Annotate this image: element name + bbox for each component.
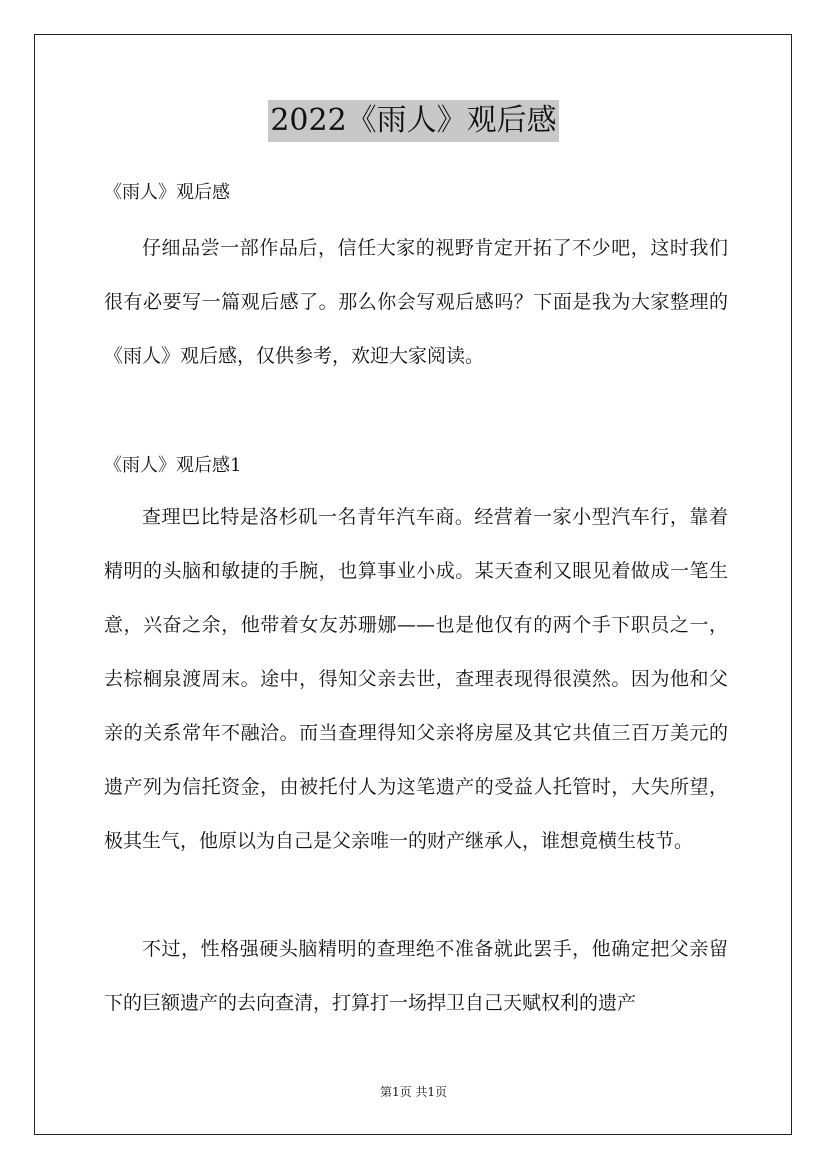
intro-paragraph: 仔细品尝一部作品后，信任大家的视野肯定开拓了不少吧，这时我们很有必要写一篇观后感了。那么你会写观后感吗？下面是我为大家整理的《雨人》观后感，仅供参考，欢迎大家阅读。	[104, 237, 728, 367]
section-1-paragraph-2: 不过，性格强硬头脑精明的查理绝不准备就此罢手，他确定把父亲留下的巨额遗产的去向查清，打算打一场捍卫自己天赋权利的遗产	[104, 938, 728, 1014]
document-title: 2022《雨人》观后感	[268, 100, 558, 142]
document-subtitle: 《雨人》观后感	[104, 182, 230, 203]
section-1-heading: 《雨人》观后感1	[104, 455, 242, 476]
title-container	[0, 100, 827, 142]
page-number-footer: 第1页 共1页	[379, 1085, 448, 1099]
section-1-paragraph-1: 查理巴比特是洛杉矶一名青年汽车商。经营着一家小型汽车行，靠着精明的头脑和敏捷的手腕，也算事业小成。某天查利又眼见着做成一笔生意，兴奋之余，他带着女友苏珊娜——也是他仅有的两个手下职员之一，去棕榈泉渡周末。途中，得知父亲去世，查理表现得很漠然。因为他和父亲的关系常年不融洽。而当查理得知父亲将房屋及其它共值三百万美元的遗产列为信托资金，由被托付人为这笔遗产的受益人托管时，大失所望，极其生气，他原以为自己是父亲唯一的财产继承人，谁想竟横生枝节。	[104, 506, 728, 852]
